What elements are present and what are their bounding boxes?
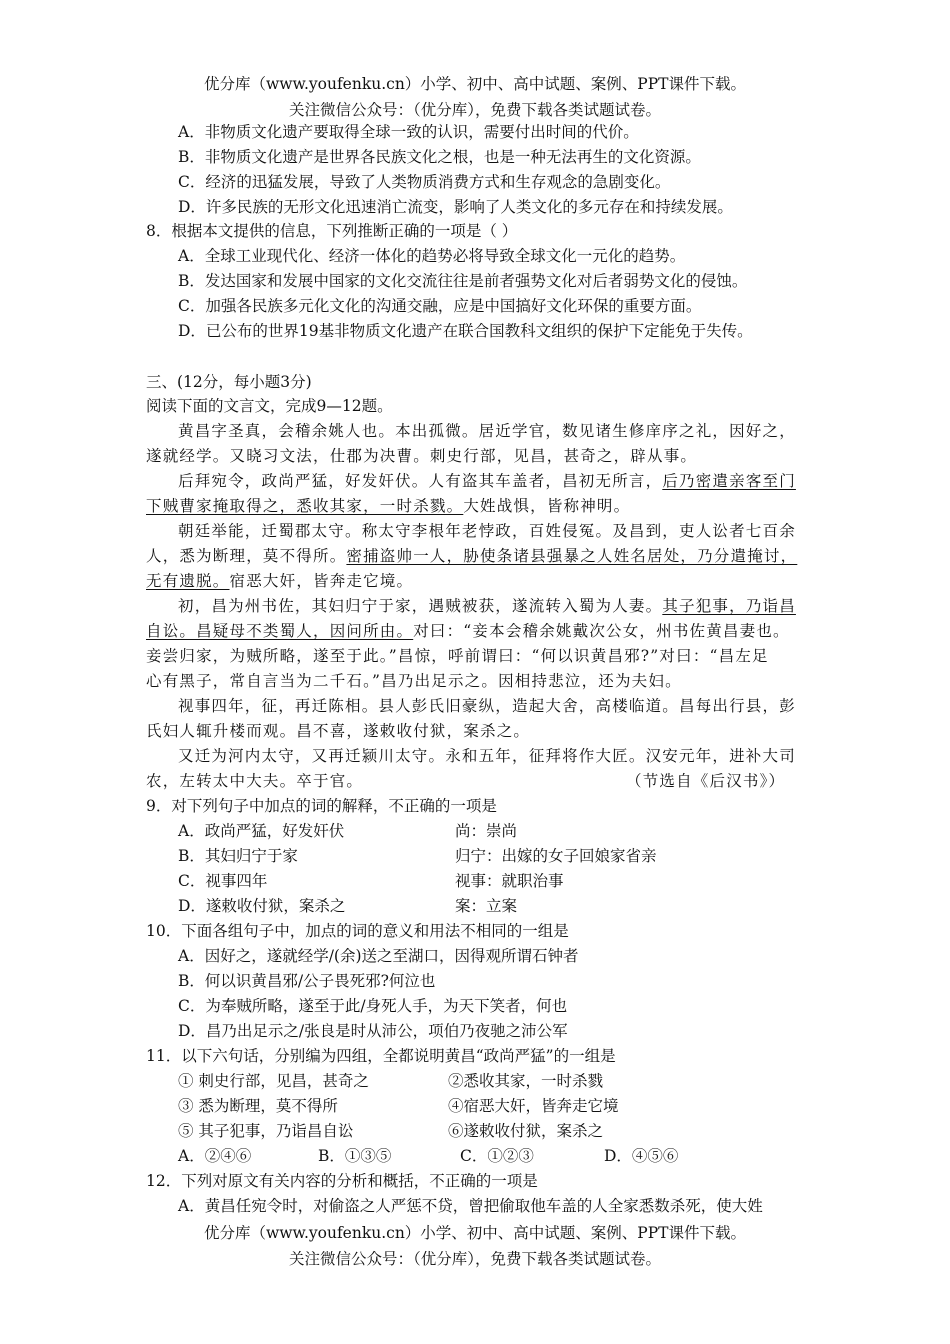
passage-p4-line-3: 妾尝归家，为贼所略，遂至于此。”昌惊，呼前谓曰：“何以识黄昌邪?”对曰：“昌左足 xyxy=(146,647,769,665)
passage-p4-line-1 xyxy=(178,595,796,617)
passage-p2-text-end: 大姓战惧，皆称神明。 xyxy=(463,497,631,515)
passage-p4-underlined-2: 自讼。昌疑母不类蜀人，因问所由。 xyxy=(146,622,414,640)
q9-stem: 9．对下列句子中加点的词的解释，不正确的一项是 xyxy=(146,797,497,815)
passage-p2-line-1 xyxy=(178,470,796,492)
q9-option-b: B．其妇归宁于家 xyxy=(178,847,298,865)
q11-choice-b: B．①③⑤ xyxy=(318,1147,392,1165)
q11-item-4: ④宿恶大奸，皆奔走它境 xyxy=(448,1097,619,1115)
page-header-line-1: 优分库（www.youfenku.cn）小学、初中、高中试题、案例、PPT课件下载。 xyxy=(203,75,747,93)
q11-item-5: ⑤ 其子犯事，乃诣昌自讼 xyxy=(178,1122,354,1140)
passage-p6-line-2: 农，左转太中大夫。卒于官。 xyxy=(146,772,364,790)
q9-option-a: A．政尚严猛，好发奸伏 xyxy=(178,822,345,840)
q10-option-b: B．何以识黄昌邪/公子畏死邪?何泣也 xyxy=(178,972,436,990)
passage-p5-line-2: 氏妇人辄升楼而观。昌不喜，遂敕收付狱，案杀之。 xyxy=(146,722,531,740)
q11-stem: 11．以下六句话，分别编为四组，全都说明黄昌“政尚严猛”的一组是 xyxy=(146,1047,616,1065)
page-footer-line-2: 关注微信公众号：（优分库），免费下载各类试题试卷。 xyxy=(288,1250,661,1268)
q11-choice-c: C．①②③ xyxy=(460,1147,534,1165)
passage-p3-underlined-2: 无有遗脱。 xyxy=(146,572,230,590)
q12-stem: 12．下列对原文有关内容的分析和概括，不正确的一项是 xyxy=(146,1172,538,1190)
section-3-heading: 三、(12分，每小题3分) xyxy=(146,373,312,391)
q11-item-6: ⑥遂敕收付狱，案杀之 xyxy=(448,1122,604,1140)
q10-option-d: D．昌乃出足示之/张良是时从沛公，项伯乃夜驰之沛公军 xyxy=(178,1022,568,1040)
section-3-instruction: 阅读下面的文言文，完成9—12题。 xyxy=(146,397,393,415)
page-footer-line-1: 优分库（www.youfenku.cn）小学、初中、高中试题、案例、PPT课件下载。 xyxy=(203,1224,747,1242)
passage-p3-line-2 xyxy=(146,545,797,567)
q9-option-b-gloss: 归宁：出嫁的女子回娘家省亲 xyxy=(455,847,657,865)
q11-item-1: ① 刺史行部，见昌，甚奇之 xyxy=(178,1072,369,1090)
q7-option-d: D．许多民族的无形文化迅速消亡流变，影响了人类文化的多元存在和持续发展。 xyxy=(178,198,733,216)
passage-p2-text: 后拜宛令，政尚严猛，好发奸伏。人有盗其车盖者，昌初无所言， xyxy=(178,472,663,490)
passage-p3-line-1: 朝廷举能，迁蜀郡太守。称太守李根年老悖政，百姓侵冤。及昌到，吏人讼者七百余 xyxy=(178,522,796,540)
q11-choice-a: A．②④⑥ xyxy=(178,1147,252,1165)
passage-p4-line-4: 心有黑子，常自言当为二千石。”昌乃出足示之。因相持悲泣，还为夫妇。 xyxy=(146,672,682,690)
q8-option-d: D．已公布的世界19基非物质文化遗产在联合国教科文组织的保护下定能免于失传。 xyxy=(178,322,753,340)
q7-option-a: A．非物质文化遗产要取得全球一致的认识，需要付出时间的代价。 xyxy=(178,123,639,141)
q7-option-c: C．经济的迅猛发展，导致了人类物质消费方式和生存观念的急剧变化。 xyxy=(178,173,671,191)
q10-stem: 10．下面各组句子中，加点的词的意义和用法不相同的一组是 xyxy=(146,922,569,940)
passage-p2-line-2 xyxy=(146,495,630,517)
page-header-line-2: 关注微信公众号：（优分库），免费下载各类试题试卷。 xyxy=(288,101,661,119)
q9-option-c-gloss: 视事：就职治事 xyxy=(455,872,564,890)
q11-choice-d: D．④⑤⑥ xyxy=(604,1147,679,1165)
q7-option-b: B．非物质文化遗产是世界各民族文化之根，也是一种无法再生的文化资源。 xyxy=(178,148,701,166)
passage-p4-line-2 xyxy=(146,620,790,642)
passage-source: （节选自《后汉书》） xyxy=(626,772,786,790)
passage-p5-line-1: 视事四年，征，再迁陈相。县人彭氏旧豪纵，造起大舍，高楼临道。昌每出行县，彭 xyxy=(178,697,796,715)
q8-option-a: A．全球工业现代化、经济一体化的趋势必将导致全球文化一元化的趋势。 xyxy=(178,247,686,265)
q8-option-b: B．发达国家和发展中国家的文化交流往往是前者强势文化对后者弱势文化的侵蚀。 xyxy=(178,272,748,290)
passage-p6-line-1: 又迁为河内太守，又再迁颍川太守。永和五年，征拜将作大匠。汉安元年，进补大司 xyxy=(178,747,796,765)
passage-p2-underlined-1: 后乃密遣亲客至门 xyxy=(662,472,796,490)
q9-option-a-gloss: 尚：崇尚 xyxy=(455,822,518,840)
passage-p3-text-end: 宿恶大奸，皆奔走它境。 xyxy=(229,572,414,590)
q9-option-d: D．遂敕收付狱，案杀之 xyxy=(178,897,346,915)
q10-option-a: A．因好之，遂就经学/(余)送之至湖口，因得观所谓石钟者 xyxy=(178,947,579,965)
passage-p2-underlined-2: 下贼曹家掩取得之，悉收其家，一时杀戮。 xyxy=(146,497,464,515)
q12-option-a: A．黄昌任宛令时，对偷盗之人严惩不贷，曾把偷取他车盖的人全家悉数杀死，使大姓 xyxy=(178,1197,763,1215)
passage-p4-text-mid: 对曰：“妾本会稽余姚戴次公女，州书佐黄昌妻也。 xyxy=(413,622,790,640)
passage-p3-line-3 xyxy=(146,570,413,592)
passage-p3-underlined-1: 密捕盗帅一人，胁使条诸县强暴之人姓名居处，乃分遣掩讨， xyxy=(346,547,798,565)
passage-p1-line-2: 遂就经学。又晓习文法，仕郡为决曹。刺史行部，见昌，甚奇之，辟从事。 xyxy=(146,447,698,465)
q9-option-d-gloss: 案：立案 xyxy=(455,897,518,915)
q11-item-3: ③ 悉为断理，莫不得所 xyxy=(178,1097,338,1115)
passage-p4-underlined-1: 其子犯事，乃诣昌 xyxy=(662,597,796,615)
passage-p1-line-1: 黄昌字圣真，会稽余姚人也。本出孤微。居近学官，数见诸生修庠序之礼，因好之， xyxy=(178,422,796,440)
q8-option-c: C．加强各民族多元化文化的沟通交融，应是中国搞好文化环保的重要方面。 xyxy=(178,297,702,315)
q9-option-c: C．视事四年 xyxy=(178,872,268,890)
passage-p4-text: 初，昌为州书佐，其妇归宁于家，遇贼被获，遂流转入蜀为人妻。 xyxy=(178,597,663,615)
q11-item-2: ②悉收其家，一时杀戮 xyxy=(448,1072,604,1090)
q10-option-c: C．为奉贼所略，遂至于此/身死人手，为天下笑者，何也 xyxy=(178,997,568,1015)
q8-stem: 8．根据本文提供的信息，下列推断正确的一项是（ ） xyxy=(146,222,518,240)
passage-p3-text: 人，悉为断理，莫不得所。 xyxy=(146,547,347,565)
